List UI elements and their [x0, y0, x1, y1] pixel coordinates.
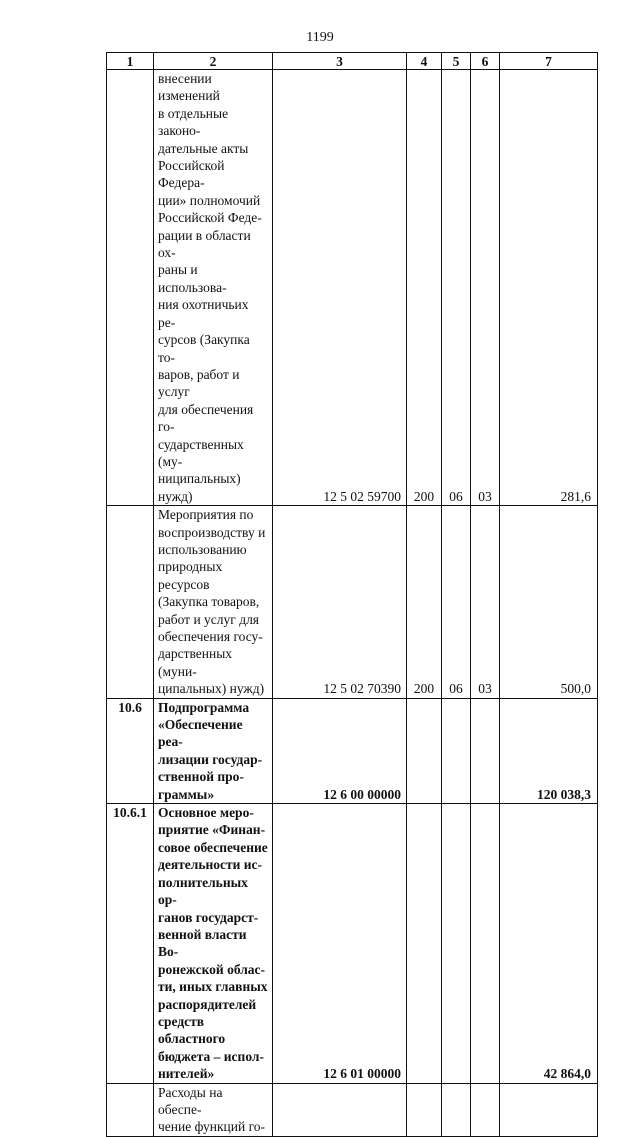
- row-amount: 120 038,3: [500, 698, 598, 803]
- page-number: 1199: [306, 30, 334, 45]
- row-name: Мероприятия по воспроизводству и использованию природных ресурсов (Закупка товаров, работ и услуг для обеспечения госу- дарственных (муни- ципальных) нужд): [154, 506, 273, 698]
- row-number: [107, 506, 154, 698]
- header-col-3: 3: [273, 53, 407, 70]
- row-number: 10.6.1: [107, 804, 154, 1084]
- row-col-4: [407, 1083, 442, 1136]
- header-col-1: 1: [107, 53, 154, 70]
- header-col-5: 5: [442, 53, 471, 70]
- row-code: [273, 1083, 407, 1136]
- row-code: 12 6 00 00000: [273, 698, 407, 803]
- row-col-6: 03: [471, 506, 500, 698]
- row-amount: 281,6: [500, 70, 598, 506]
- row-col-5: [442, 804, 471, 1084]
- row-col-5: 06: [442, 506, 471, 698]
- row-code: 12 6 01 00000: [273, 804, 407, 1084]
- row-col-5: [442, 698, 471, 803]
- row-amount: [500, 1083, 598, 1136]
- row-col-6: 03: [471, 70, 500, 506]
- row-col-4: [407, 804, 442, 1084]
- row-col-5: 06: [442, 70, 471, 506]
- table-row: [107, 506, 598, 698]
- row-amount: 500,0: [500, 506, 598, 698]
- row-col-5: [442, 1083, 471, 1136]
- row-number: [107, 1083, 154, 1136]
- header-col-7: 7: [500, 53, 598, 70]
- row-code: 12 5 02 70390: [273, 506, 407, 698]
- row-name: Подпрограмма «Обеспечение реа- лизации государ- ственной про- граммы»: [154, 698, 273, 803]
- header-col-6: 6: [471, 53, 500, 70]
- row-col-6: [471, 698, 500, 803]
- table-row: [107, 70, 598, 506]
- row-code: 12 5 02 59700: [273, 70, 407, 506]
- row-amount: 42 864,0: [500, 804, 598, 1084]
- table-row: [107, 804, 598, 1084]
- header-row: [107, 53, 598, 70]
- row-name: Основное меро- приятие «Финан- совое обеспечение деятельности ис- полнительных ор- ганов государст- венной власти Во- ронежской облас- ти, иных главных распорядителей средств областного бюджета – испол- нителей»: [154, 804, 273, 1084]
- row-col-4: 200: [407, 70, 442, 506]
- row-number: [107, 70, 154, 506]
- row-col-4: [407, 698, 442, 803]
- row-col-6: [471, 804, 500, 1084]
- row-number: 10.6: [107, 698, 154, 803]
- table-row: [107, 1083, 598, 1136]
- row-col-4: 200: [407, 506, 442, 698]
- header-col-4: 4: [407, 53, 442, 70]
- row-col-6: [471, 1083, 500, 1136]
- row-name: Расходы на обеспе- чение функций го-: [154, 1083, 273, 1136]
- table-row: [107, 698, 598, 803]
- header-col-2: 2: [154, 53, 273, 70]
- row-name: внесении изменений в отдельные законо- дательные акты Российской Федера- ции» полномочий Российской Феде- рации в области ох- раны и использова- ния охотничьих ре- сурсов (Закупка то- варов, работ и услуг для обеспечения го- сударственных (му- ниципальных) нужд): [154, 70, 273, 506]
- budget-table: [106, 52, 598, 1137]
